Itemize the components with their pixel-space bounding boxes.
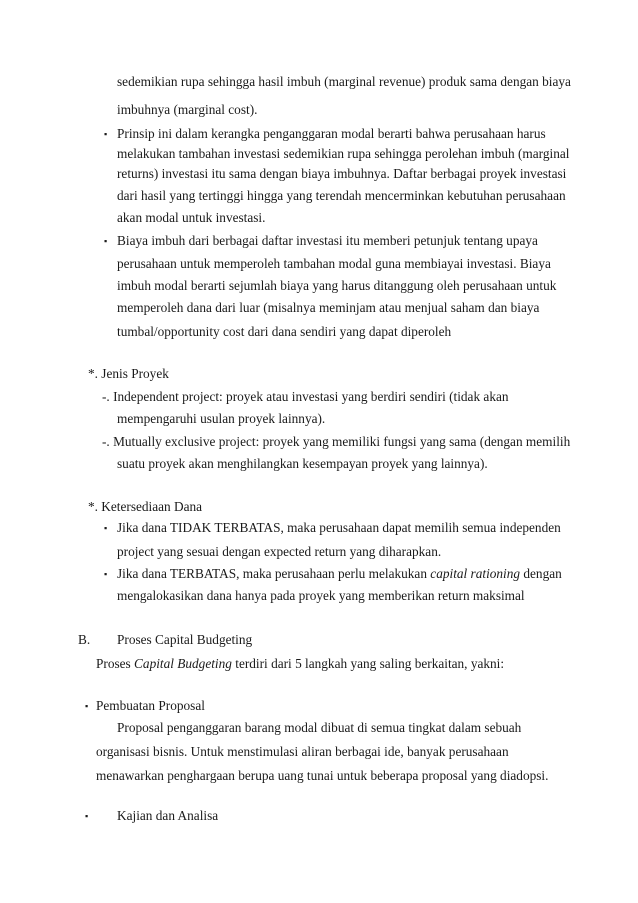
paragraph-line: Proposal penganggaran barang modal dibuat di semua tingkat dalam sebuah [117,720,522,735]
bullet-line: dari hasil yang tertinggi hingga yang terendah mencerminkan kebutuhan perusahaan [117,188,566,203]
section-heading: *. Ketersediaan Dana [88,499,203,514]
text-run: Proses [96,656,135,671]
list-line: -. Mutually exclusive project: proyek yang memiliki fungsi yang sama (dengan memilih [102,434,571,449]
bullet-line: melakukan tambahan investasi sedemikian rupa sehingga perolehan imbuh (marginal [117,146,570,161]
bullet-line: mengalokasikan dana hanya pada proyek yang memberikan return maksimal [117,588,525,603]
text-run: dengan [520,566,562,581]
subsection-heading: Kajian dan Analisa [117,808,219,823]
italic-term: Capital Budgeting [134,656,232,671]
list-line: mempengaruhi usulan proyek lainnya). [117,411,326,426]
bullet-icon: ▪ [104,523,108,533]
list-line: -. Independent project: proyek atau investasi yang berdiri sendiri (tidak akan [102,389,509,404]
bullet-line: memperoleh dana dari luar (misalnya meminjam atau menjual saham dan biaya [117,300,540,315]
bullet-icon: ▪ [104,236,108,246]
section-letter: B. [78,632,91,647]
bullet-line: Jika dana TIDAK TERBATAS, maka perusahaan dapat memilih semua independen [117,520,561,535]
bullet-line: returns) investasi itu sama dengan biaya imbuhnya. Daftar berbagai proyek investasi [117,166,567,181]
bullet-line: akan modal untuk investasi. [117,210,266,225]
bullet-icon: ▪ [85,811,89,821]
italic-term: capital rationing [430,566,521,581]
text-run: Jika dana TERBATAS, maka perusahaan perlu melakukan [117,566,431,581]
subsection-heading: Pembuatan Proposal [96,698,205,713]
bullet-line: imbuh modal berarti sejumlah biaya yang harus ditanggung oleh perusahaan untuk [117,278,557,293]
bullet-line: project yang sesuai dengan expected return yang diharapkan. [117,544,442,559]
bullet-icon: ▪ [85,701,89,711]
section-title: Proses Capital Budgeting [117,632,253,647]
paragraph-line: organisasi bisnis. Untuk menstimulasi aliran berbagai ide, banyak perusahaan [96,744,509,759]
paragraph-line: sedemikian rupa sehingga hasil imbuh (marginal revenue) produk sama dengan biaya [117,74,571,89]
bullet-line: tumbal/opportunity cost dari dana sendiri yang dapat diperoleh [117,324,452,339]
bullet-line: perusahaan untuk memperoleh tambahan modal guna membiayai investasi. Biaya [117,256,551,271]
bullet-line: Prinsip ini dalam kerangka penganggaran modal berarti bahwa perusahaan harus [117,126,546,141]
section-intro [96,656,504,672]
section-heading: *. Jenis Proyek [88,366,169,381]
bullet-line [117,566,562,582]
list-line: suatu proyek akan menghilangkan kesempayan proyek yang lainnya). [117,456,488,471]
bullet-line: Biaya imbuh dari berbagai daftar investasi itu memberi petunjuk tentang upaya [117,233,538,248]
bullet-icon: ▪ [104,129,108,139]
text-run: terdiri dari 5 langkah yang saling berkaitan, yakni: [231,656,505,671]
paragraph-line: menawarkan penghargaan berupa uang tunai untuk beberapa proposal yang diadopsi. [96,768,549,783]
bullet-icon: ▪ [104,569,108,579]
paragraph-line: imbuhnya (marginal cost). [117,102,258,117]
